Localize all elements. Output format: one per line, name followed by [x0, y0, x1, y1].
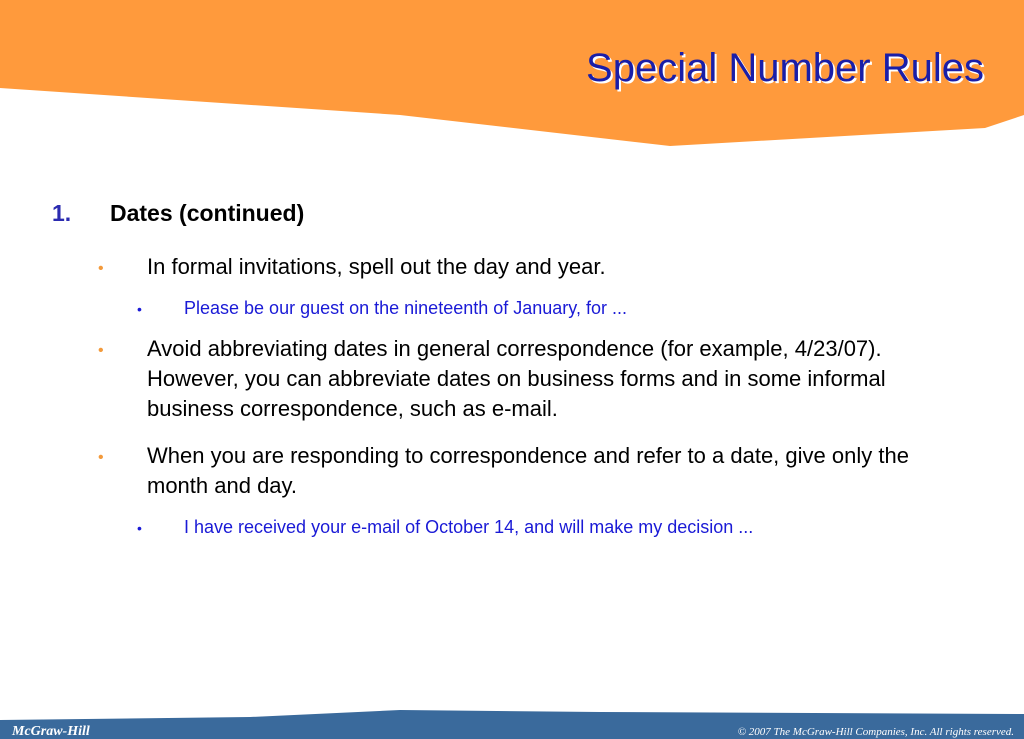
copyright-notice: © 2007 The McGraw-Hill Companies, Inc. All rights reserved.	[737, 726, 1014, 738]
example-text: I have received your e-mail of October 14, and will make my decision ...	[184, 517, 754, 537]
bullet-icon: •	[98, 260, 104, 277]
sub-bullet-icon: •	[137, 520, 142, 536]
bullet-item	[0, 334, 1024, 424]
bullet-text: In formal invitations, spell out the day and year.	[147, 254, 606, 279]
bullet-icon: •	[98, 342, 104, 359]
bullet-icon: •	[98, 449, 104, 466]
bullet-item	[0, 441, 1024, 501]
example-text: Please be our guest on the nineteenth of January, for ...	[184, 298, 627, 318]
slide-title: Special Number Rules	[586, 46, 984, 90]
bullet-text: Avoid abbreviating dates in general correspondence (for example, 4/23/07). However, you can abbreviate dates on business forms and in some informal business correspondence, such as e-mail.	[147, 336, 886, 421]
example-item	[0, 295, 1024, 321]
example-item	[0, 514, 1024, 540]
publisher-logo: McGraw-Hill	[12, 724, 90, 739]
sub-bullet-icon: •	[137, 301, 142, 317]
heading-row	[0, 200, 1024, 234]
heading-text: Dates (continued)	[110, 200, 305, 226]
bullet-text: When you are responding to correspondence and refer to a date, give only the month and day.	[147, 443, 909, 498]
slide-content	[0, 200, 1024, 540]
bullet-item	[0, 252, 1024, 282]
heading-number: 1.	[52, 200, 72, 226]
